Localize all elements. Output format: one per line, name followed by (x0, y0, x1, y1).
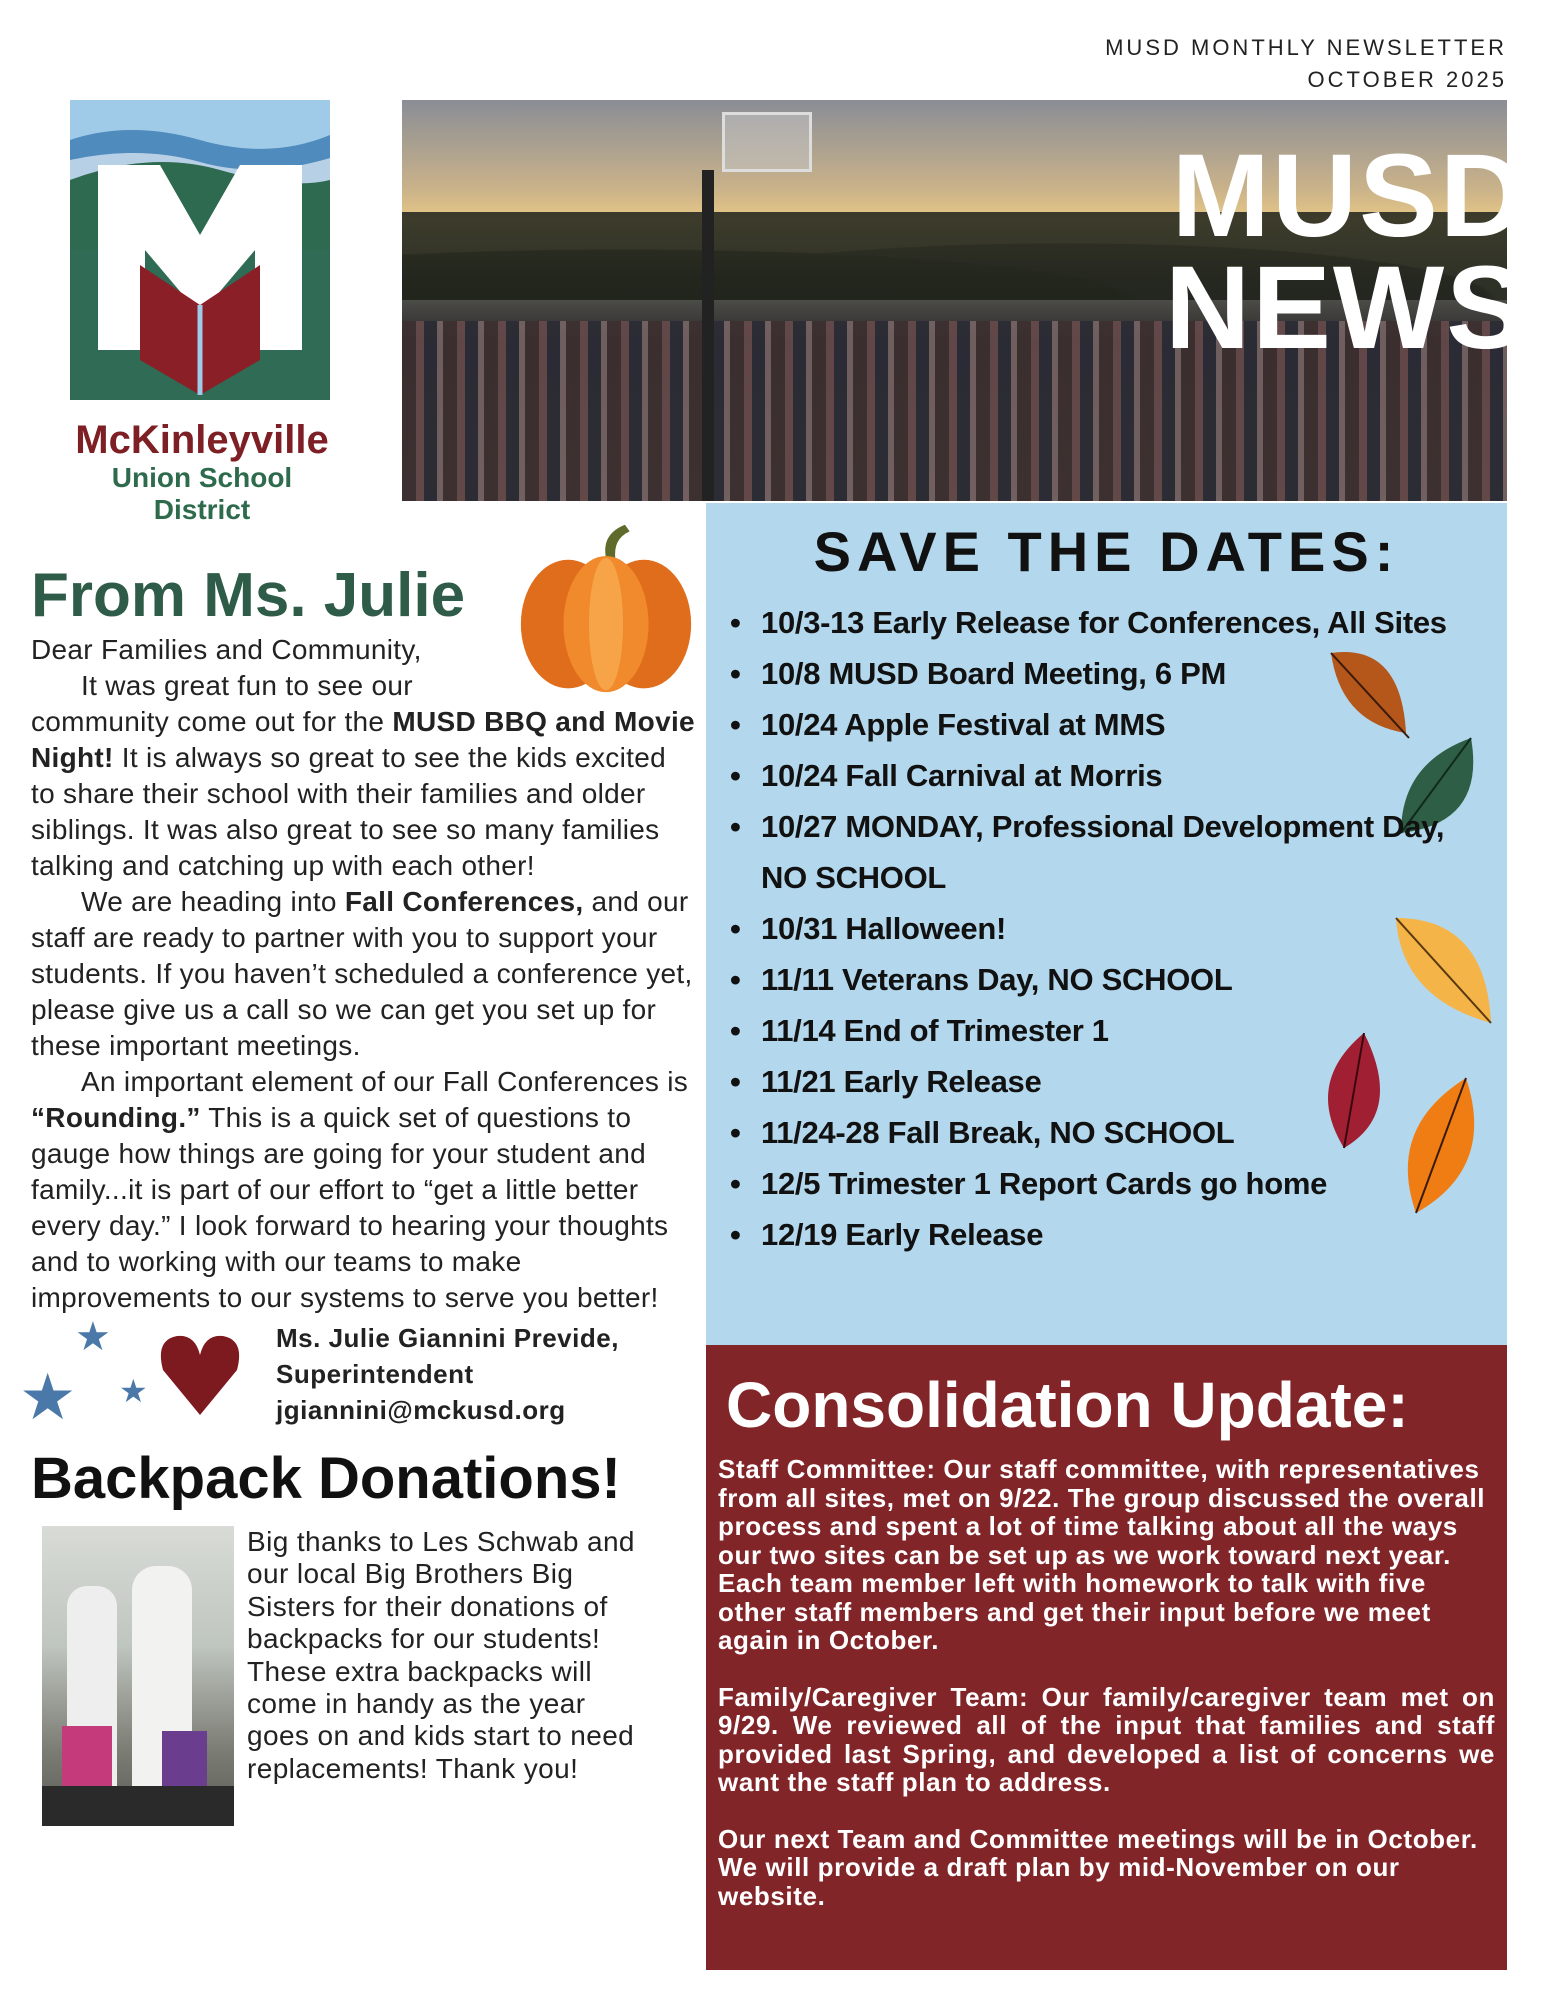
letter-paragraph-3 (31, 1064, 696, 1316)
text: This is a quick set of questions to gauge how things are going for your student and family...it is part of our effort to “get a little better every day.” I look forward to hearing your thoughts and to working with our teams to make improvements to our systems to serve you better! (31, 1102, 669, 1313)
right-column (706, 503, 1507, 1970)
text: We are heading into (81, 886, 345, 917)
date-item: • 10/27 MONDAY, Professional Development Day, NO SCHOOL (726, 801, 1487, 903)
newsletter-date: OCTOBER 2025 (1307, 67, 1507, 92)
newsletter-title (1165, 130, 1527, 374)
star-icon: ★ (119, 1373, 148, 1409)
title-line-1: MUSD (1171, 130, 1527, 262)
text: An important element of our Fall Conferences is (81, 1066, 689, 1097)
consolidation-update-panel (706, 1345, 1507, 1970)
date-item: • 10/24 Apple Festival at MMS (726, 699, 1487, 750)
pumpkin-icon (516, 520, 696, 695)
letter-greeting: Dear Families and Community, (31, 634, 422, 665)
letter-paragraph-2 (31, 884, 696, 1064)
logo-district-subtitle: Union School District (111, 462, 293, 525)
emphasis: “Rounding.” (31, 1102, 201, 1133)
date-item: • 11/11 Veterans Day, NO SCHOOL (726, 954, 1487, 1005)
consolidation-heading: Consolidation Update: (726, 1369, 1409, 1441)
save-the-dates-panel (706, 503, 1507, 1345)
newsletter-name: MUSD MONTHLY NEWSLETTER (1105, 35, 1507, 60)
event-name: MUSD BBQ and Movie Night! (31, 706, 695, 773)
heart-icon (155, 1330, 245, 1420)
save-the-dates-heading: SAVE THE DATES: (813, 520, 1400, 583)
letter-heading: From Ms. Julie (31, 561, 466, 630)
logo-district-name: McKinleyville (75, 418, 329, 462)
backpack-section (31, 1526, 696, 1826)
date-item: • 12/5 Trimester 1 Report Cards go home (726, 1158, 1487, 1209)
text: It was great fun to see our community come out for the (31, 670, 413, 737)
signature (276, 1320, 696, 1428)
text: and our staff are ready to partner with you to support your students. If you haven’t scheduled a conference yet, please give us a call so we can get you set up for these important meetings. (31, 886, 693, 1061)
title-line-2: NEWS (1165, 242, 1527, 374)
date-item: • 11/14 End of Trimester 1 (726, 1005, 1487, 1056)
date-item: • 11/24-28 Fall Break, NO SCHOOL (726, 1107, 1487, 1158)
backpack-text: Big thanks to Les Schwab and our local Big Brothers Big Sisters for their donations of backpacks for our students! These extra backpacks will come in handy as the year goes on and kids start to need replacements! Thank you! (247, 1526, 635, 1784)
date-item: • 10/24 Fall Carnival at Morris (726, 750, 1487, 801)
masthead (1105, 32, 1507, 96)
letter-paragraph-1 (31, 668, 696, 884)
text: It is always so great to see the kids excited to share their school with their families and older siblings. It was also great to see so many families talking and catching up with each other! (31, 742, 666, 881)
family-team-paragraph: Family/Caregiver Team: Our family/caregiver team met on 9/29. We reviewed all of the input that families and staff provided last Spring, and developed a list of concerns we want the staff plan to address. (718, 1681, 1495, 1797)
star-icon: ★ (75, 1315, 111, 1359)
backpack-heading: Backpack Donations! (31, 1446, 621, 1511)
signature-email[interactable]: jgiannini@mckusd.org (276, 1395, 566, 1425)
staff-committee-paragraph: Staff Committee: Our staff committee, with representatives from all sites, met on 9/22. The group discussed the overall process and spent a lot of time talking about all the ways our two sites can be set up as we work toward next year. Each team member left with homework to talk with five other staff members and get their input before we meet again in October. (718, 1454, 1486, 1655)
date-item: • 11/21 Early Release (726, 1056, 1487, 1107)
date-item: • 12/19 Early Release (726, 1209, 1487, 1260)
date-item: • 10/8 MUSD Board Meeting, 6 PM (726, 648, 1487, 699)
date-item: • 10/3-13 Early Release for Conferences, All Sites (726, 597, 1487, 648)
next-meetings-paragraph: Our next Team and Committee meetings will be in October. We will provide a draft plan by mid-November on our website. (718, 1823, 1478, 1911)
date-item: • 10/31 Halloween! (726, 903, 1487, 954)
emphasis: Fall Conferences, (344, 886, 584, 917)
left-column (19, 520, 696, 1826)
signature-name: Ms. Julie Giannini Previde, (276, 1323, 619, 1353)
signature-row (19, 1315, 696, 1433)
star-icon: ★ (19, 1361, 77, 1433)
backpack-donation-photo (42, 1526, 234, 1826)
dates-list (706, 587, 1507, 1260)
signature-title: Superintendent (276, 1359, 474, 1389)
